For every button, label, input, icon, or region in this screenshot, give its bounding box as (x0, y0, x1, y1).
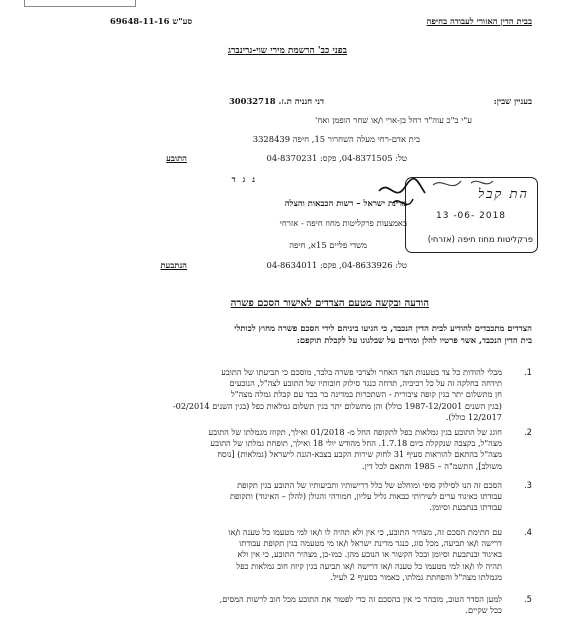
defendant-via: באמצעות פרקליטות מחוז חיפה - אזרחי (279, 218, 407, 228)
document-title: הודעה ובקשה מטעם הצדדים לאישור הסכם פשרה (230, 298, 429, 309)
item-line: דרישה ו/או תביעה, מכל סוג, כנגד מדינת ישראל ו/או מי מטעמה בגין תקופת עבודתו (239, 538, 502, 549)
registrar-line: בפני כב' הרשמת מירי שוי-גרינברג (228, 46, 347, 56)
item-number: 4. (523, 527, 532, 537)
plaintiff-role: התובע (166, 153, 187, 163)
item-line: מבלי להודות כל צד בטענות הצד האחר ולצרכי פשרה בלבד, מוסכם כי תביעתו של התובע (221, 367, 502, 377)
item-line: הסכם זה הנו לסילוק סופי ומוחלט של כלל דרישותיו ותביעותיו של התובע בגין תקופת (237, 480, 502, 490)
case-number: 69648-11-16 סע"ש (110, 16, 193, 26)
court-name: בבית הדין האזורי לעבודה בחיפה (426, 16, 532, 26)
item-line: חן מתשלום יתר בגין קופה ציבורית - השתכרות במדינה בר בכד עם קבלת גמלה מצה"ל (230, 389, 502, 400)
item-line: עם חתימת הסכם זה, מצהיר התובע, כי אין ולא תהיה לו ו/או למי מטעמו כל טענה ו/או (228, 527, 502, 537)
item-line: תידחה בחלקה זה על כל רכיביה, תדחה כנגד סילוק חובותיו של התובע לצה"ל, הנובעים (229, 378, 502, 389)
handwritten-scribble (373, 173, 523, 223)
item-5-text (102, 594, 502, 616)
scan-top-box (24, 0, 136, 7)
defendant-role: הנתבעת (160, 260, 187, 270)
item-line: עבודתו בנתבעת וסיומן. (429, 502, 502, 513)
item-4-text (102, 527, 502, 583)
item-line: (בגין השנים 1987-12/2001 כולל) והן מתשלום יתר בגין תשלום גמלאות כפל (בגין השנים 02/2014- (172, 400, 502, 411)
item-number: 3. (523, 480, 532, 490)
item-line: באיגוד ובנתבעת וסיומן ובכל הקשור או הנובע מהן. כמו-כן, מצהיר התובע, כי אין ולא (237, 549, 502, 560)
item-number: 1. (523, 367, 532, 377)
item-line: למען הסדר הטוב, מובהר כי אין בהסכם זה כדי לפטור את התובע מכל חוב לרשות המסים, (219, 594, 502, 604)
item-line: מגמלתו מצה"ל והפחתת גמלתו, כאמור בסעיף 2 לעיל. (330, 571, 502, 582)
plaintiff-contact: טל: 04-8371505, פקס: 04-8370231 (266, 153, 407, 163)
defendant-name: מדינת ישראל – רשות הכבאות והצלה (284, 198, 407, 208)
stamp-received-text: הת קבל (478, 187, 529, 202)
plaintiff-address: בית אדם-רחי מעלה השחרור 15, חיפה 3328439 (252, 134, 420, 144)
item-line: מצה"ל בהתאם להוראות סעיף 31 לחוק שירות הקבע בצבא-הגנה לישראל (גמלאות) [נוסח (217, 449, 502, 460)
item-line: 12/2017 כולל). (445, 411, 502, 422)
stamp-office: פרקליטות מחוז חיפה (אזרחי) (427, 234, 533, 244)
item-number: 5. (523, 594, 532, 604)
plaintiff-name: דני חנניה ת.ז. 30032718 (228, 96, 324, 106)
item-line: מצה"ל, בקצבה שנקקלה ביום 1.7.18. החל מהודש יולי 18 ואילך, תופחת גמלתו של התובע (210, 438, 502, 449)
item-number: 2. (523, 427, 532, 437)
item-3-text (102, 480, 502, 514)
item-line: תהיה לו ו/או למי מטעמו כל טענה ו/או דרישה ו/או תביעה בגין קיזוז חוב גמלאות כפל (236, 560, 502, 571)
item-line: חוגג של התובע בגין גמלאות כפל לתקופה החל מ- 01/2018 ואילך, תקוזז מגמלתו של התובע (208, 427, 502, 437)
item-1-text (102, 367, 502, 423)
intro-line-2: בית הדין הנכבד, אשר פרטיו להלן ומודים על שבלגונו על לקבלת תוקפם: (296, 335, 532, 345)
defendant-contact: טל: 04-8633926, פקס: 04-8634011 (266, 260, 407, 270)
item-2-text (102, 427, 502, 472)
matter-label: בעניין שבין: (493, 96, 532, 106)
intro-line-1: הצדדים מתכבדים להודיע לבית הדין הנכבד, כי הגיעו ביניהם לידי הסכם פשרה מחוץ לכותלי (234, 323, 532, 333)
item-line: משולב], התשמ"ה – 1985 והתאם לכל דין. (362, 460, 502, 471)
plaintiff-counsel: ע"י ב"כ עוה"ד רחל בן-ארי ו/או שחר הופמן ואח' (315, 115, 472, 125)
item-line: ככל שקיים. (465, 605, 502, 616)
versus-label: נ ג ד (231, 174, 257, 184)
stamp-date: 13 -06- 2018 (436, 211, 507, 221)
defendant-address: משדי פליים 15א, חיפה (289, 240, 367, 250)
item-line: עבודתו כאיגוד ערים לשירותי כבאות גליל עליון, חמורהי והגולן (להלן – האיגוד) ותקופת (229, 491, 502, 502)
